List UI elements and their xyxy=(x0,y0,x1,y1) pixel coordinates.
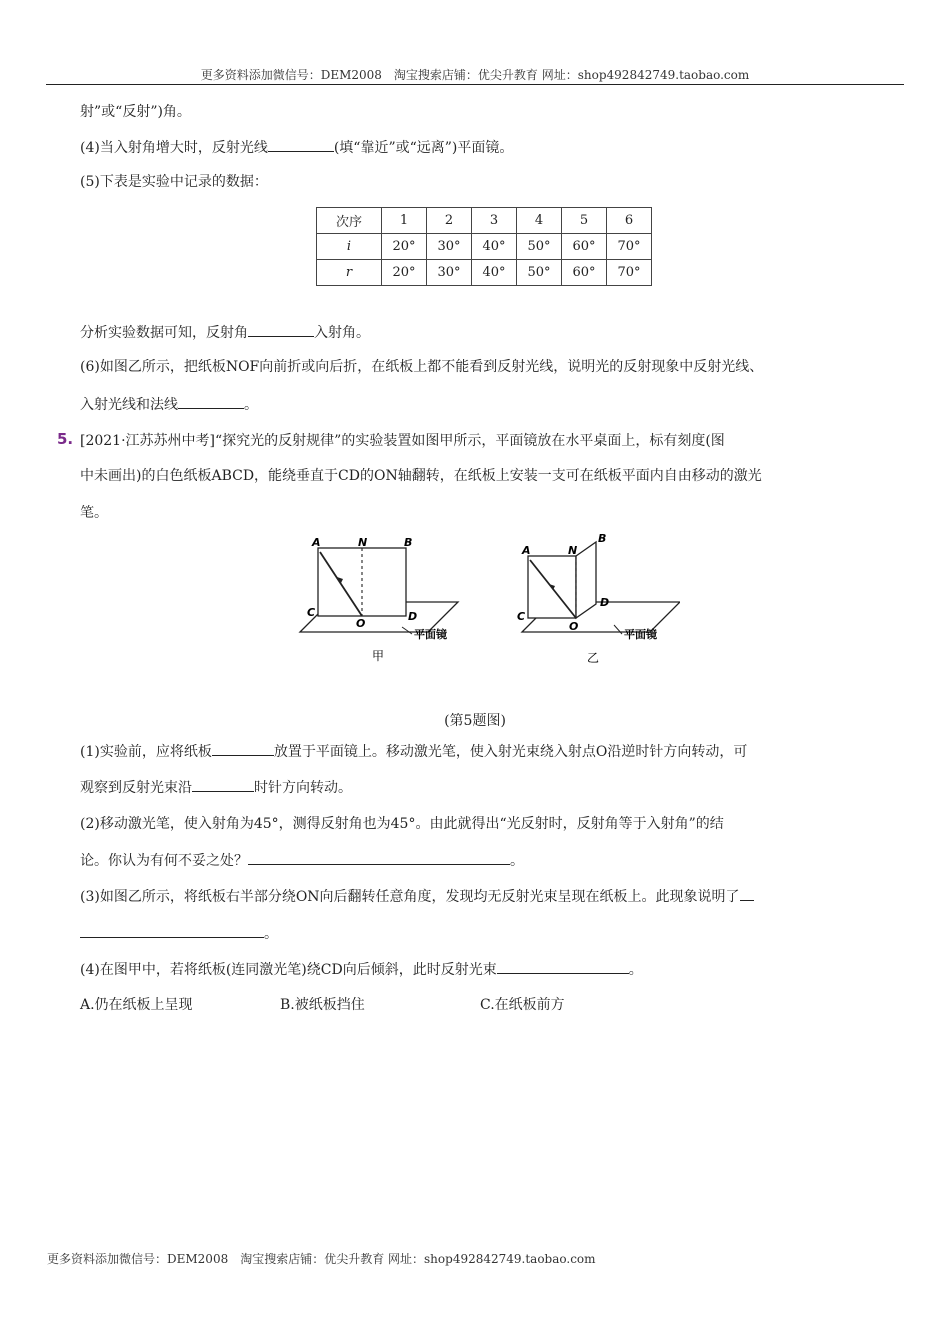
q5-part4-text-a: (4)在图甲中，若将纸板(连同激光笔)绕CD向后倾斜，此时反射光束 xyxy=(80,962,497,978)
table-cell: 50° xyxy=(517,260,562,286)
page-header: 更多资料添加微信号：DEM2008 淘宝搜索店铺：优尖升教育 网址：shop492842749.taobao.com xyxy=(200,68,750,82)
mirror-pointer xyxy=(402,627,412,634)
q4-analysis-text-b: 入射角。 xyxy=(314,325,370,341)
paper-board xyxy=(318,548,406,616)
answer-blank[interactable] xyxy=(497,959,629,974)
label-b: B xyxy=(598,532,607,545)
q5-stem-line3: 笔。 xyxy=(80,505,108,521)
table-row xyxy=(317,234,652,260)
table-cell: 40° xyxy=(472,234,517,260)
q5-part2-line2 xyxy=(80,850,524,871)
table-cell: 30° xyxy=(427,234,472,260)
q4-part6-text-b: 入射光线和法线 xyxy=(80,397,178,413)
paper-board-right-folded xyxy=(576,542,596,618)
q4-part4 xyxy=(80,137,513,158)
data-table xyxy=(316,207,652,286)
q5-part2-text-b: 论。你认为有何不妥之处？ xyxy=(80,853,248,869)
q5-stem-line1: [2021·江苏苏州中考]“探究光的反射规律”的实验装置如图甲所示，平面镜放在水平桌面上，标有刻度(图 xyxy=(80,433,725,449)
q5-part3-line1 xyxy=(80,886,754,907)
table-cell: 20° xyxy=(382,260,427,286)
q5-part3-text-a: (3)如图乙所示，将纸板右半部分绕ON向后翻转任意角度，发现均无反射光束呈现在纸板上。此现象说明了 xyxy=(80,889,740,905)
q5-part2-text-c: 。 xyxy=(510,853,524,869)
mirror-pointer xyxy=(614,625,622,634)
label-d: D xyxy=(600,596,610,609)
q4-part4-text-a: (4)当入射角增大时，反射光线 xyxy=(80,140,268,156)
table-header-cell: 5 xyxy=(562,208,607,234)
label-o: O xyxy=(569,620,579,633)
question-number: 5. xyxy=(57,430,74,448)
answer-blank[interactable] xyxy=(80,923,264,938)
figure-caption-jia: 甲 xyxy=(372,649,385,663)
q5-part1-text-a: (1)实验前，应将纸板 xyxy=(80,744,212,760)
label-n: N xyxy=(358,536,368,549)
q4-part5: (5)下表是实验中记录的数据： xyxy=(80,174,268,190)
q5-part1-text-d: 时针方向转动。 xyxy=(254,780,352,796)
reflection-figure xyxy=(290,530,680,670)
label-d: D xyxy=(408,610,418,623)
table-row-label: r xyxy=(317,260,382,286)
table-row-label: i xyxy=(317,234,382,260)
table-header-row xyxy=(317,208,652,234)
answer-blank[interactable] xyxy=(212,741,274,756)
table-cell: 30° xyxy=(427,260,472,286)
table-cell: 60° xyxy=(562,260,607,286)
answer-blank[interactable] xyxy=(248,850,510,865)
table-cell: 70° xyxy=(607,260,652,286)
header-divider xyxy=(46,84,904,85)
mirror-label: 平面镜 xyxy=(414,628,447,641)
answer-blank[interactable] xyxy=(248,322,314,337)
q5-part1-text-c: 观察到反射光束沿 xyxy=(80,780,192,796)
q5-part4-text-b: 。 xyxy=(628,962,643,978)
answer-blank[interactable] xyxy=(192,777,254,792)
figure-yi xyxy=(517,532,680,665)
table-header-cell: 次序 xyxy=(317,208,382,234)
q4-continuation: 射”或“反射”)角。 xyxy=(80,104,191,120)
q5-part1-text-b: 放置于平面镜上。移动激光笔，使入射光束绕入射点O沿逆时针方向转动，可 xyxy=(273,744,748,760)
table-cell: 70° xyxy=(607,234,652,260)
q5-part4 xyxy=(80,959,643,980)
q4-part4-text-b: (填“靠近”或“远离”)平面镜。 xyxy=(333,140,514,156)
q5-part1-line1 xyxy=(80,741,747,762)
label-b: B xyxy=(404,536,413,549)
option-c: C.在纸板前方 xyxy=(480,997,565,1013)
q5-stem-line2: 中未画出)的白色纸板ABCD，能绕垂直于CD的ON轴翻转，在纸板上安装一支可在纸板平面内自由移动的激光 xyxy=(80,468,762,484)
option-b: B.被纸板挡住 xyxy=(280,997,365,1013)
q5-part3-text-b: 。 xyxy=(264,926,278,942)
q5-part3-line2 xyxy=(80,923,278,944)
q5-part2-line1: (2)移动激光笔，使入射角为45°，测得反射角也为45°。由此就得出“光反射时，反射角等于入射角”的结 xyxy=(80,816,724,832)
table-cell: 60° xyxy=(562,234,607,260)
option-a: A.仍在纸板上呈现 xyxy=(80,997,193,1013)
table-header-cell: 2 xyxy=(427,208,472,234)
table-cell: 40° xyxy=(472,260,517,286)
label-n: N xyxy=(568,544,578,557)
answer-blank[interactable] xyxy=(268,137,334,152)
answer-blank[interactable] xyxy=(740,886,754,901)
figure-jia xyxy=(300,536,458,663)
q5-part1-line2 xyxy=(80,777,352,798)
figure-caption: (第5题图) xyxy=(444,713,506,729)
q4-analysis xyxy=(80,322,370,343)
q4-part6-text-c: 。 xyxy=(244,397,258,413)
table-header-cell: 3 xyxy=(472,208,517,234)
table-header-cell: 4 xyxy=(517,208,562,234)
label-o: O xyxy=(356,617,366,630)
table-cell: 20° xyxy=(382,234,427,260)
q4-part6-line2 xyxy=(80,394,258,415)
label-a: A xyxy=(522,544,531,557)
table-header-cell: 6 xyxy=(607,208,652,234)
table-cell: 50° xyxy=(517,234,562,260)
figure-caption-yi: 乙 xyxy=(587,651,600,665)
label-c: C xyxy=(517,610,526,623)
label-a: A xyxy=(312,536,321,549)
table-header-cell: 1 xyxy=(382,208,427,234)
table-row xyxy=(317,260,652,286)
answer-blank[interactable] xyxy=(178,394,244,409)
label-c: C xyxy=(307,606,316,619)
page-footer: 更多资料添加微信号：DEM2008 淘宝搜索店铺：优尖升教育 网址：shop492842749.taobao.com xyxy=(47,1252,596,1266)
mirror-label: 平面镜 xyxy=(624,628,657,641)
q4-part6-line1: (6)如图乙所示，把纸板NOF向前折或向后折，在纸板上都不能看到反射光线，说明光的反射现象中反射光线、 xyxy=(80,359,764,375)
q4-analysis-text-a: 分析实验数据可知，反射角 xyxy=(80,325,248,341)
